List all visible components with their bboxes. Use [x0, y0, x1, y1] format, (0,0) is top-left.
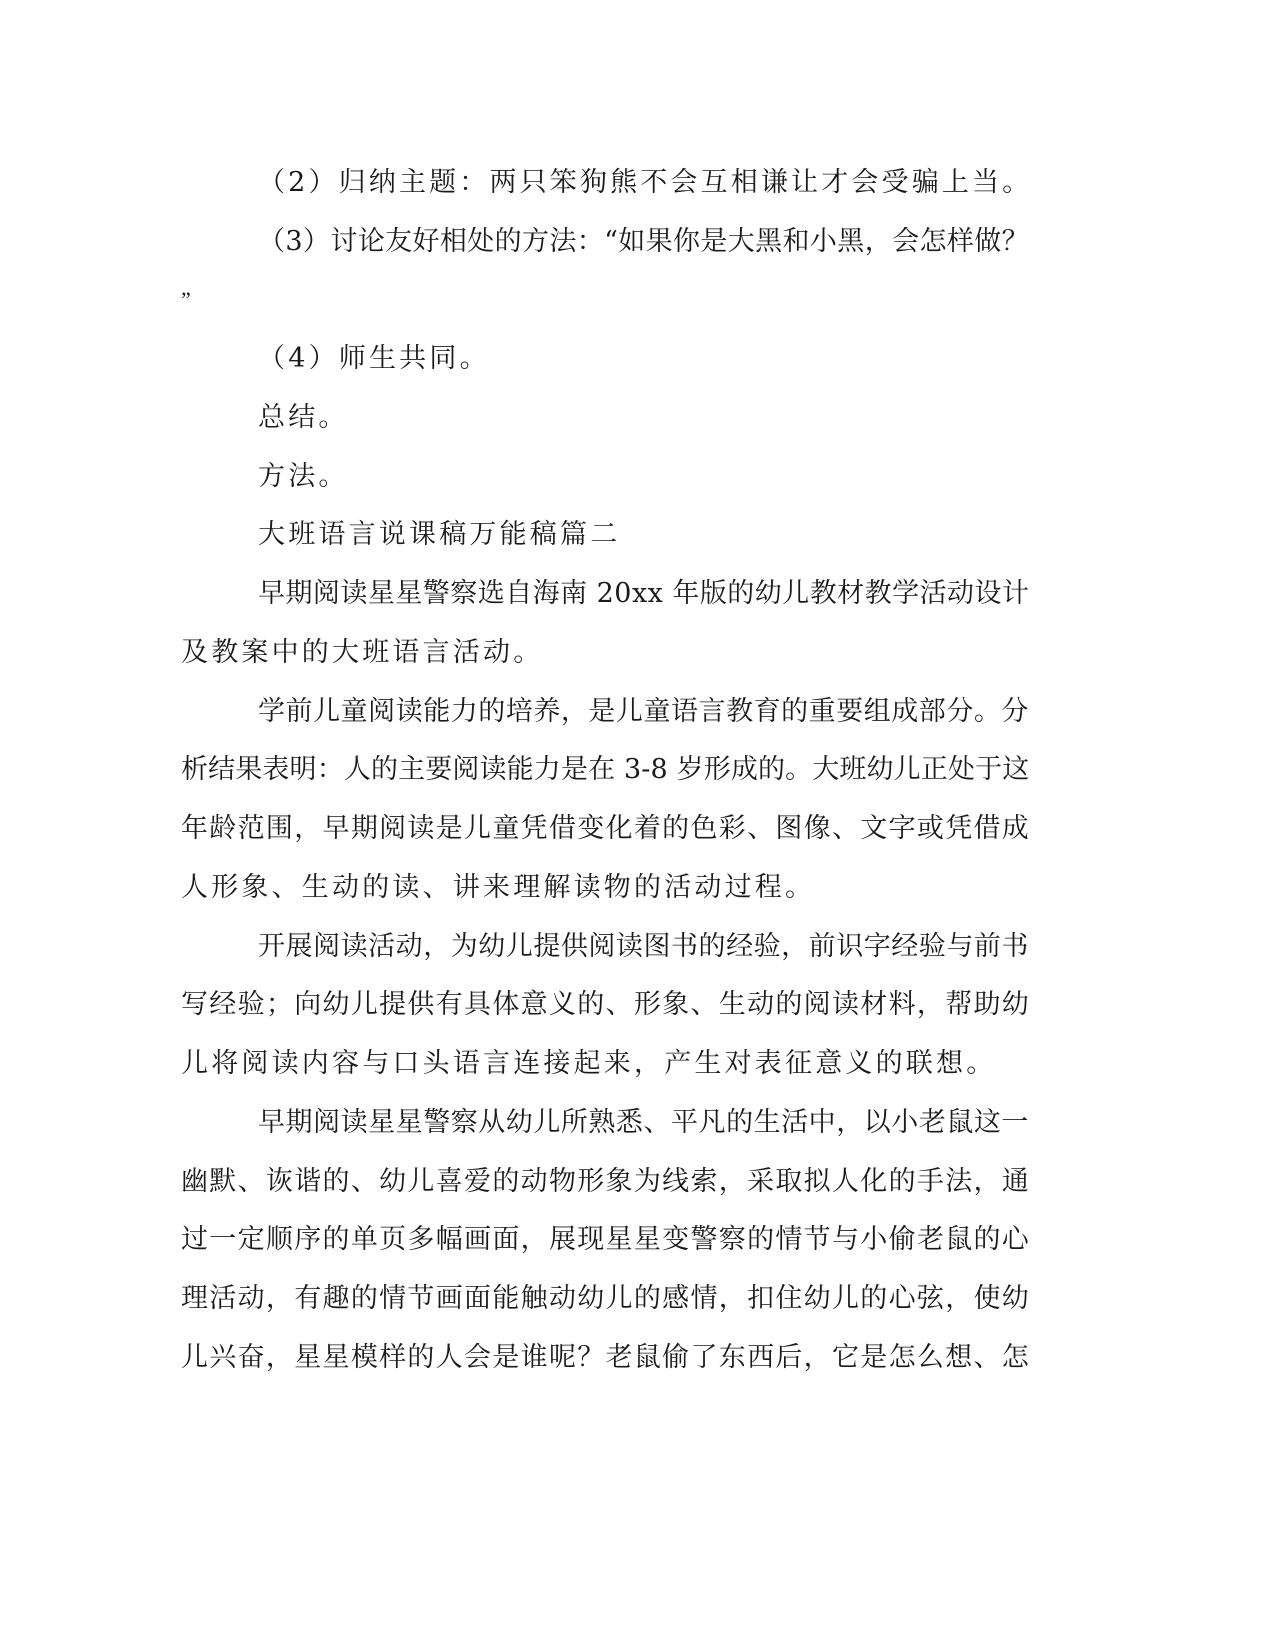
text-line-21: 儿兴奋，星星模样的人会是谁呢？老鼠偷了东西后，它是怎么想、怎	[181, 1342, 1031, 1373]
text-line-19: 过一定顺序的单页多幅画面，展现星星变警察的情节与小偷老鼠的心	[181, 1224, 1031, 1255]
text-line-11: 析结果表明：人的主要阅读能力是在 3-8 岁形成的。大班幼儿正处于这	[181, 754, 1030, 785]
text-line-13: 人形象、生动的读、讲来理解读物的活动过程。	[181, 872, 816, 903]
text-line-4: （4）师生共同。	[258, 343, 490, 374]
text-line-2: （3）讨论友好相处的方法：“如果你是大黑和小黑，会怎样做？	[258, 226, 1029, 257]
text-line-20: 理活动，有趣的情节画面能触动幼儿的感情，扣住幼儿的心弦，使幼	[181, 1283, 1031, 1314]
text-line-1: （2）归纳主题：两只笨狗熊不会互相谦让才会受骗上当。	[258, 167, 1033, 198]
text-line-8: 早期阅读星星警察选自海南 20xx 年版的幼儿教材教学活动设计	[258, 578, 1030, 609]
text-line-17: 早期阅读星星警察从幼儿所熟悉、平凡的生活中，以小老鼠这一	[258, 1107, 1029, 1138]
text-line-5: 总结。	[258, 402, 349, 433]
text-line-6: 方法。	[258, 461, 349, 492]
section-heading: 大班语言说课稿万能稿篇二	[258, 519, 621, 550]
text-line-12: 年龄范围，早期阅读是儿童凭借变化着的色彩、图像、文字或凭借成	[181, 813, 1031, 844]
text-line-10: 学前儿童阅读能力的培养，是儿童语言教育的重要组成部分。分	[258, 696, 1029, 727]
text-line-9: 及教案中的大班语言活动。	[181, 637, 544, 668]
text-line-15: 写经验；向幼儿提供有具体意义的、形象、生动的阅读材料，帮助幼	[181, 989, 1031, 1020]
text-line-3: ”	[181, 287, 191, 312]
text-line-18: 幽默、诙谐的、幼儿喜爱的动物形象为线索，采取拟人化的手法，通	[181, 1166, 1031, 1197]
text-line-14: 开展阅读活动，为幼儿提供阅读图书的经验，前识字经验与前书	[258, 931, 1029, 962]
text-line-16: 儿将阅读内容与口头语言连接起来，产生对表征意义的联想。	[181, 1048, 997, 1079]
